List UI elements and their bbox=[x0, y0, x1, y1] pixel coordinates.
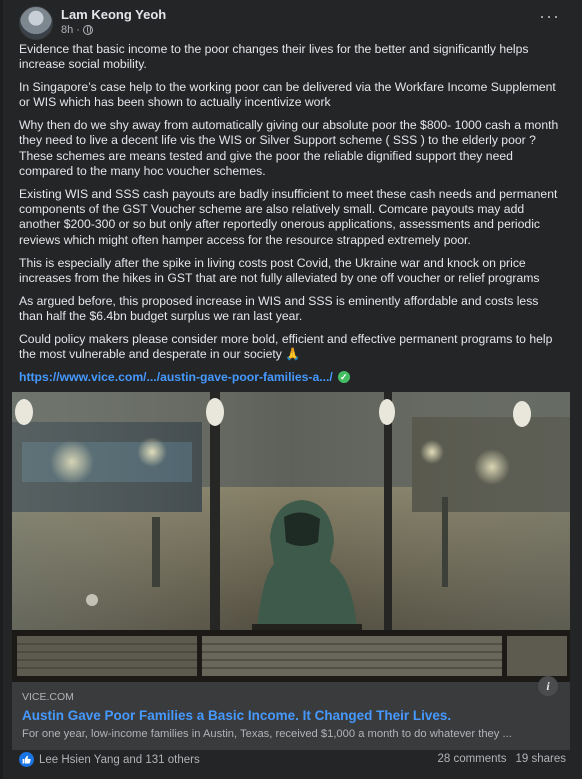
globe-icon[interactable] bbox=[83, 25, 93, 35]
shares-count[interactable]: 19 shares bbox=[515, 753, 566, 765]
author-avatar[interactable] bbox=[19, 6, 53, 40]
post-header bbox=[19, 6, 566, 40]
reactions-summary[interactable] bbox=[19, 752, 200, 767]
thumbs-up-icon bbox=[19, 752, 34, 767]
info-icon[interactable]: i bbox=[538, 676, 558, 696]
post-paragraph: As argued before, this proposed increase in WIS and SSS is eminently affordable and costs less than half the $6.4bn budget surplus we ran last year. bbox=[19, 293, 539, 323]
post-time[interactable]: 8h bbox=[61, 24, 74, 36]
preview-headline[interactable]: Austin Gave Poor Families a Basic Income. It Changed Their Lives. bbox=[22, 708, 452, 723]
link-preview[interactable] bbox=[12, 679, 570, 750]
article-link-text[interactable]: https://www.vice.com/.../austin-gave-poor-families-a.../ bbox=[19, 369, 333, 384]
comments-count[interactable]: 28 comments bbox=[437, 753, 507, 765]
reactions-count-text[interactable]: Lee Hsien Yang and 131 others bbox=[39, 753, 200, 766]
engagement-counts bbox=[437, 753, 566, 765]
post-text bbox=[19, 42, 559, 385]
article-photo[interactable] bbox=[12, 392, 570, 682]
post-paragraph: Could policy makers please consider more bold, efficient and effective permanent programs to help the most vulnerable and desperate in our society 🙏 bbox=[19, 331, 553, 362]
article-link[interactable] bbox=[19, 370, 559, 385]
bus-stop-photo bbox=[12, 392, 570, 682]
post-paragraph: This is especially after the spike in living costs post Covid, the Ukraine war and knock on price increases from the hikes in GST that are not fully alleviated by one off voucher or relief programs bbox=[19, 255, 540, 285]
post-paragraph: Why then do we shy away from automatically giving our absolute poor the $800- 1000 cash a month they need to live a decent life vis the WIS or Silver Support scheme ( SSS ) to the elderly poor ? These schemes are means tested and give the poor the reliable dignified support they need compared to the many hoc voucher schemes. bbox=[19, 118, 559, 179]
post-paragraph: Evidence that basic income to the poor changes their lives for the better and significantly helps increase social mobility. bbox=[19, 42, 529, 72]
verified-check-icon: ✓ bbox=[338, 371, 350, 383]
post-paragraph: In Singapore’s case help to the working poor can be delivered via the Workfare Income Supplement or WIS which has been shown to actually incentivize work bbox=[19, 80, 556, 110]
post-meta bbox=[61, 24, 93, 36]
post-paragraph: Existing WIS and SSS cash payouts are badly insufficient to meet these cash needs and permanent components of the GST Voucher scheme are also relatively small. Comcare payouts may add another $200-300 or so but only after reportedly onerous applications, assessments and periodic reviews which might often hamper access for the resource strapped extremely poor. bbox=[19, 186, 558, 247]
more-options-button[interactable]: ··· bbox=[539, 6, 560, 26]
preview-description: For one year, low-income families in Austin, Texas, received $1,000 a month to do whatever they ... bbox=[22, 728, 512, 740]
author-name[interactable]: Lam Keong Yeoh bbox=[61, 7, 167, 22]
meta-separator: · bbox=[76, 24, 80, 36]
preview-source: VICE.COM bbox=[22, 691, 74, 703]
post-footer bbox=[19, 752, 566, 772]
